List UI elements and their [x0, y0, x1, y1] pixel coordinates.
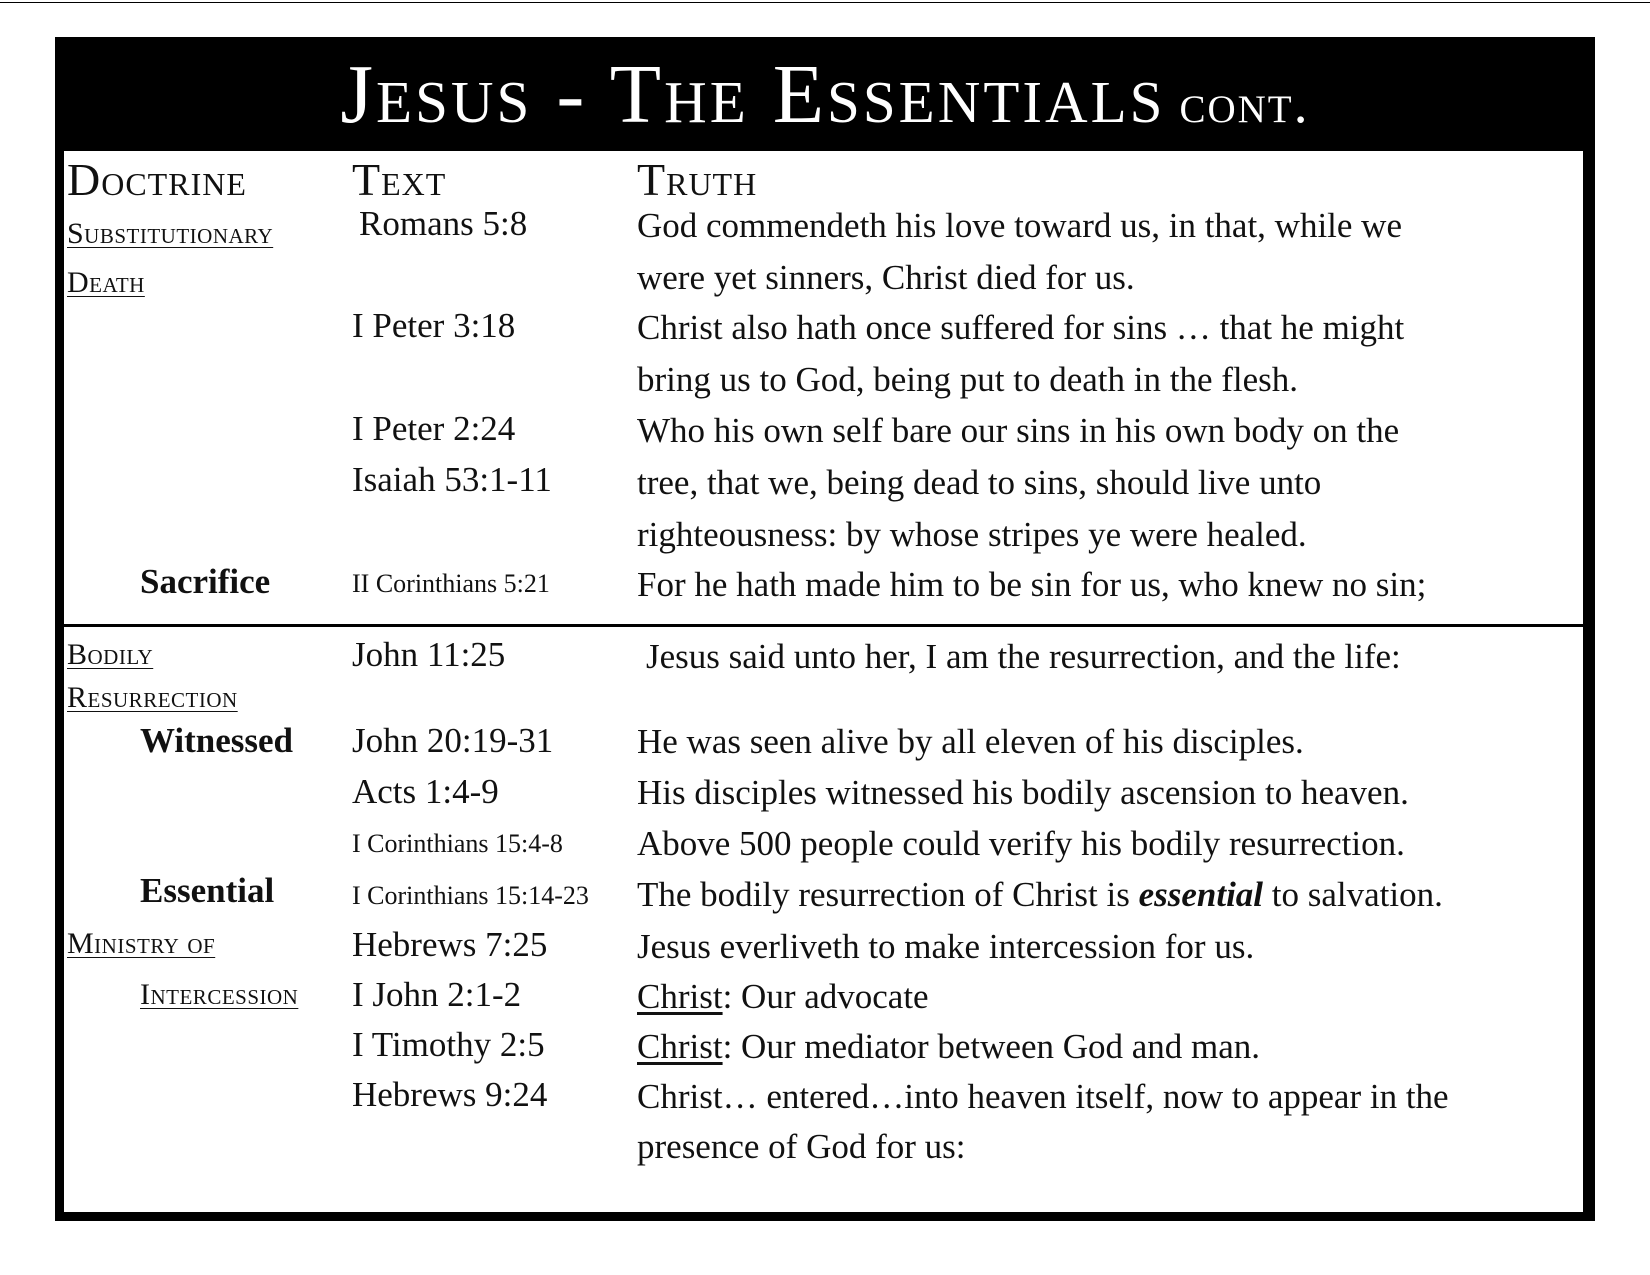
christ-label: Christ: [637, 977, 723, 1016]
reference-1-john-2-1: I John 2:1-2: [352, 975, 522, 1014]
doctrine-ministry-of: Ministry of: [67, 927, 216, 960]
subheading-essential: Essential: [140, 871, 275, 910]
truth-line: Jesus said unto her, I am the resurrection, and the life:: [646, 637, 1401, 676]
title-bar: [55, 37, 1595, 151]
truth-text: The bodily resurrection of Christ is: [637, 875, 1139, 914]
truth-line: Above 500 people could verify his bodily resurrection.: [637, 824, 1405, 863]
truth-line: tree, that we, being dead to sins, should live unto: [637, 463, 1322, 502]
emphasis-essential: essential: [1138, 875, 1264, 914]
column-header-truth: Truth: [637, 154, 758, 205]
truth-text: : Our advocate: [722, 977, 929, 1016]
doctrine-resurrection: Resurrection: [67, 681, 238, 714]
section-divider: [64, 624, 1583, 627]
column-header-text: Text: [352, 154, 447, 205]
truth-line: His disciples witnessed his bodily ascension to heaven.: [637, 773, 1409, 812]
christ-label: Christ: [637, 1027, 723, 1066]
truth-line: God commendeth his love toward us, in that, while we: [637, 206, 1402, 245]
truth-line: Christ… entered…into heaven itself, now to appear in the: [637, 1077, 1449, 1116]
truth-line: He was seen alive by all eleven of his disciples.: [637, 722, 1304, 761]
top-rule: [0, 2, 1650, 3]
truth-text: to salvation.: [1263, 875, 1443, 914]
reference-isaiah-53: Isaiah 53:1-11: [352, 460, 552, 499]
doctrine-death: Death: [67, 266, 145, 299]
truth-line: [637, 971, 929, 1023]
reference-acts-1-4: Acts 1:4-9: [352, 772, 499, 811]
reference-1-corinthians-15-14: I Corinthians 15:14-23: [352, 881, 589, 910]
truth-text: : Our mediator between God and man.: [722, 1027, 1261, 1066]
reference-john-20-19: John 20:19-31: [352, 721, 554, 760]
doctrine-intercession: Intercession: [140, 978, 299, 1011]
truth-line: Jesus everliveth to make intercession for us.: [637, 927, 1255, 966]
column-header-doctrine: Doctrine: [67, 154, 247, 205]
reference-2-corinthians-5-21: II Corinthians 5:21: [352, 569, 550, 598]
reference-hebrews-9-24: Hebrews 9:24: [352, 1075, 548, 1114]
truth-line: Christ also hath once suffered for sins … that he might: [637, 308, 1405, 347]
reference-romans-5-8: Romans 5:8: [359, 204, 528, 243]
doctrine-bodily: Bodily: [67, 638, 154, 671]
truth-line: Who his own self bare our sins in his own body on the: [637, 411, 1400, 450]
reference-hebrews-7-25: Hebrews 7:25: [352, 925, 548, 964]
truth-line: [637, 1021, 1260, 1073]
reference-1-corinthians-15-4: I Corinthians 15:4-8: [352, 829, 563, 858]
subheading-witnessed: Witnessed: [140, 721, 293, 760]
truth-line: For he hath made him to be sin for us, who knew no sin;: [637, 565, 1427, 604]
truth-line: were yet sinners, Christ died for us.: [637, 258, 1135, 297]
reference-john-11-25: John 11:25: [352, 635, 506, 674]
reference-1-peter-3-18: I Peter 3:18: [352, 306, 516, 345]
reference-1-peter-2-24: I Peter 2:24: [352, 409, 516, 448]
truth-line: bring us to God, being put to death in the flesh.: [637, 360, 1299, 399]
doctrine-substitutionary: Substitutionary: [67, 217, 274, 250]
page-title: [340, 46, 1309, 143]
essentials-card: [55, 37, 1595, 1221]
subheading-sacrifice: Sacrifice: [140, 562, 271, 601]
truth-line: righteousness: by whose stripes ye were healed.: [637, 515, 1307, 554]
doctrine-table: [64, 151, 1583, 1212]
title-main: Jesus - The Essentials: [340, 47, 1166, 141]
reference-1-timothy-2-5: I Timothy 2:5: [352, 1025, 545, 1064]
title-suffix: cont.: [1179, 72, 1310, 135]
truth-line: [637, 869, 1443, 921]
truth-line: presence of God for us:: [637, 1127, 966, 1166]
